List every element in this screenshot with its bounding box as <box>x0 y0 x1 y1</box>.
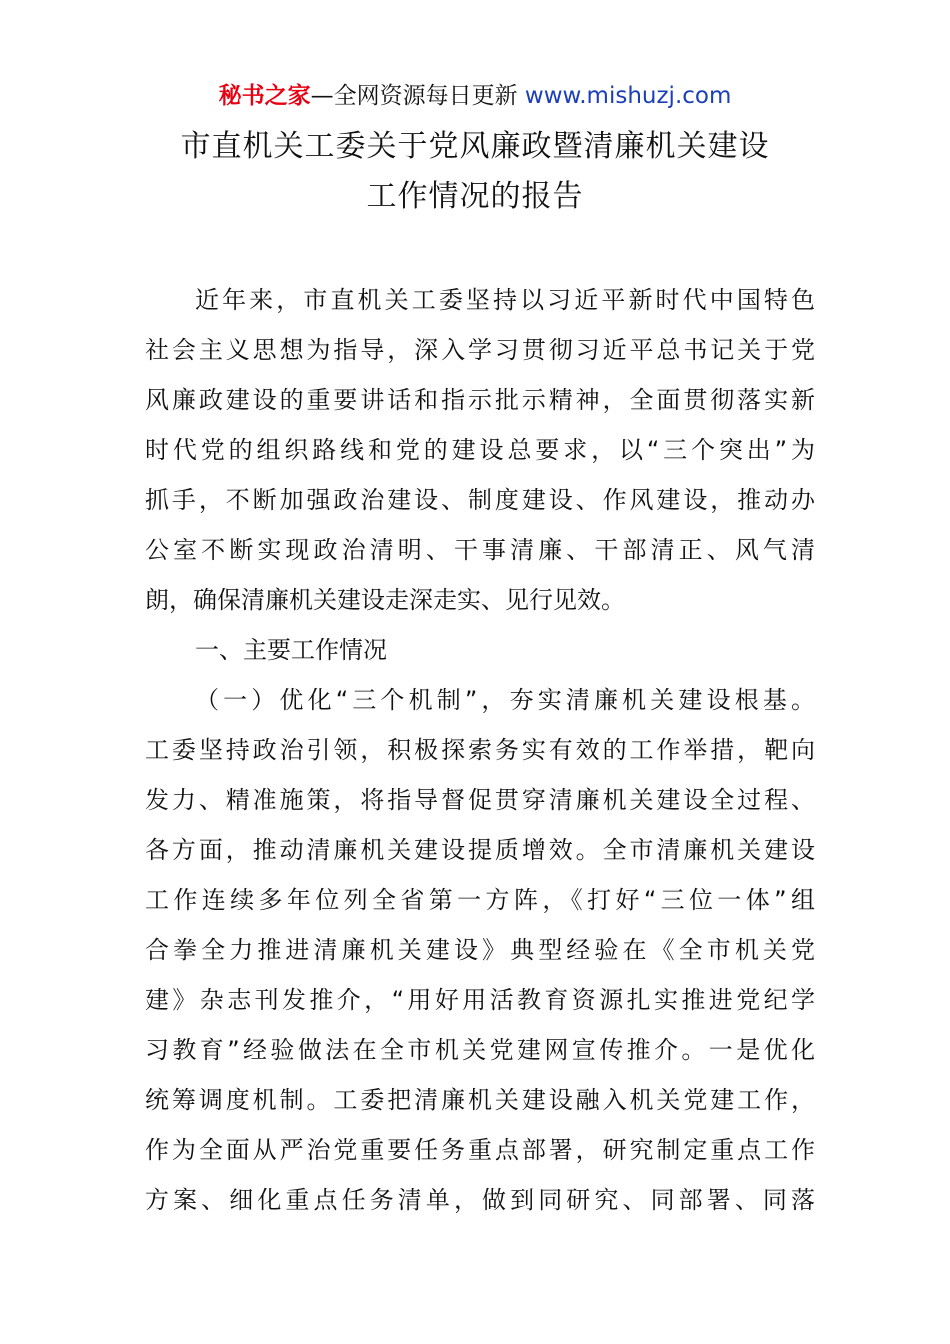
body-line: 统筹调度机制。工委把清廉机关建设融入机关党建工作， <box>145 1086 815 1114</box>
body-line: 朗，确保清廉机关建设走深走实、见行见效。 <box>145 586 625 614</box>
body-line: 风廉政建设的重要讲话和指示批示精神，全面贯彻落实新 <box>145 386 815 414</box>
body-line: 社会主义思想为指导，深入学习贯彻习近平总书记关于党 <box>145 336 815 364</box>
body-line: 习教育”经验做法在全市机关党建网宣传推介。一是优化 <box>145 1036 815 1064</box>
document-title-line-1: 市直机关工委关于党风廉政暨清廉机关建设 <box>180 129 770 164</box>
body-line: 作为全面从严治党重要任务重点部署，研究制定重点工作 <box>145 1136 815 1164</box>
banner-tagline: —全网资源每日更新 <box>310 83 525 109</box>
banner-brand: 秘书之家 <box>218 83 311 109</box>
body-line: 抓手，不断加强政治建设、制度建设、作风建设，推动办 <box>145 486 815 514</box>
body-line: 发力、精准施策，将指导督促贯穿清廉机关建设全过程、 <box>145 786 815 814</box>
site-banner <box>0 80 950 112</box>
subsection-heading: （一）优化“三个机制”，夯实清廉机关建设根基。 <box>195 686 815 714</box>
body-line: 工作连续多年位列全省第一方阵，《打好“三位一体”组 <box>145 886 815 914</box>
body-line: 建》杂志刊发推介，“用好用活教育资源扎实推进党纪学 <box>145 986 815 1014</box>
document-body <box>145 275 815 1225</box>
body-line: 方案、细化重点任务清单，做到同研究、同部署、同落 <box>145 1186 815 1214</box>
body-line: 时代党的组织路线和党的建设总要求，以“三个突出”为 <box>145 436 815 464</box>
section-heading: 一、主要工作情况 <box>195 636 387 664</box>
body-line: 近年来，市直机关工委坚持以习近平新时代中国特色 <box>195 286 815 314</box>
body-line: 工委坚持政治引领，积极探索务实有效的工作举措，靶向 <box>145 736 815 764</box>
body-line: 合拳全力推进清廉机关建设》典型经验在《全市机关党 <box>145 936 815 964</box>
banner-url: www.mishuzj.com <box>524 83 732 109</box>
body-line: 各方面，推动清廉机关建设提质增效。全市清廉机关建设 <box>145 836 815 864</box>
document-title-line-2: 工作情况的报告 <box>366 179 584 214</box>
body-line: 公室不断实现政治清明、干事清廉、干部清正、风气清 <box>145 536 815 564</box>
